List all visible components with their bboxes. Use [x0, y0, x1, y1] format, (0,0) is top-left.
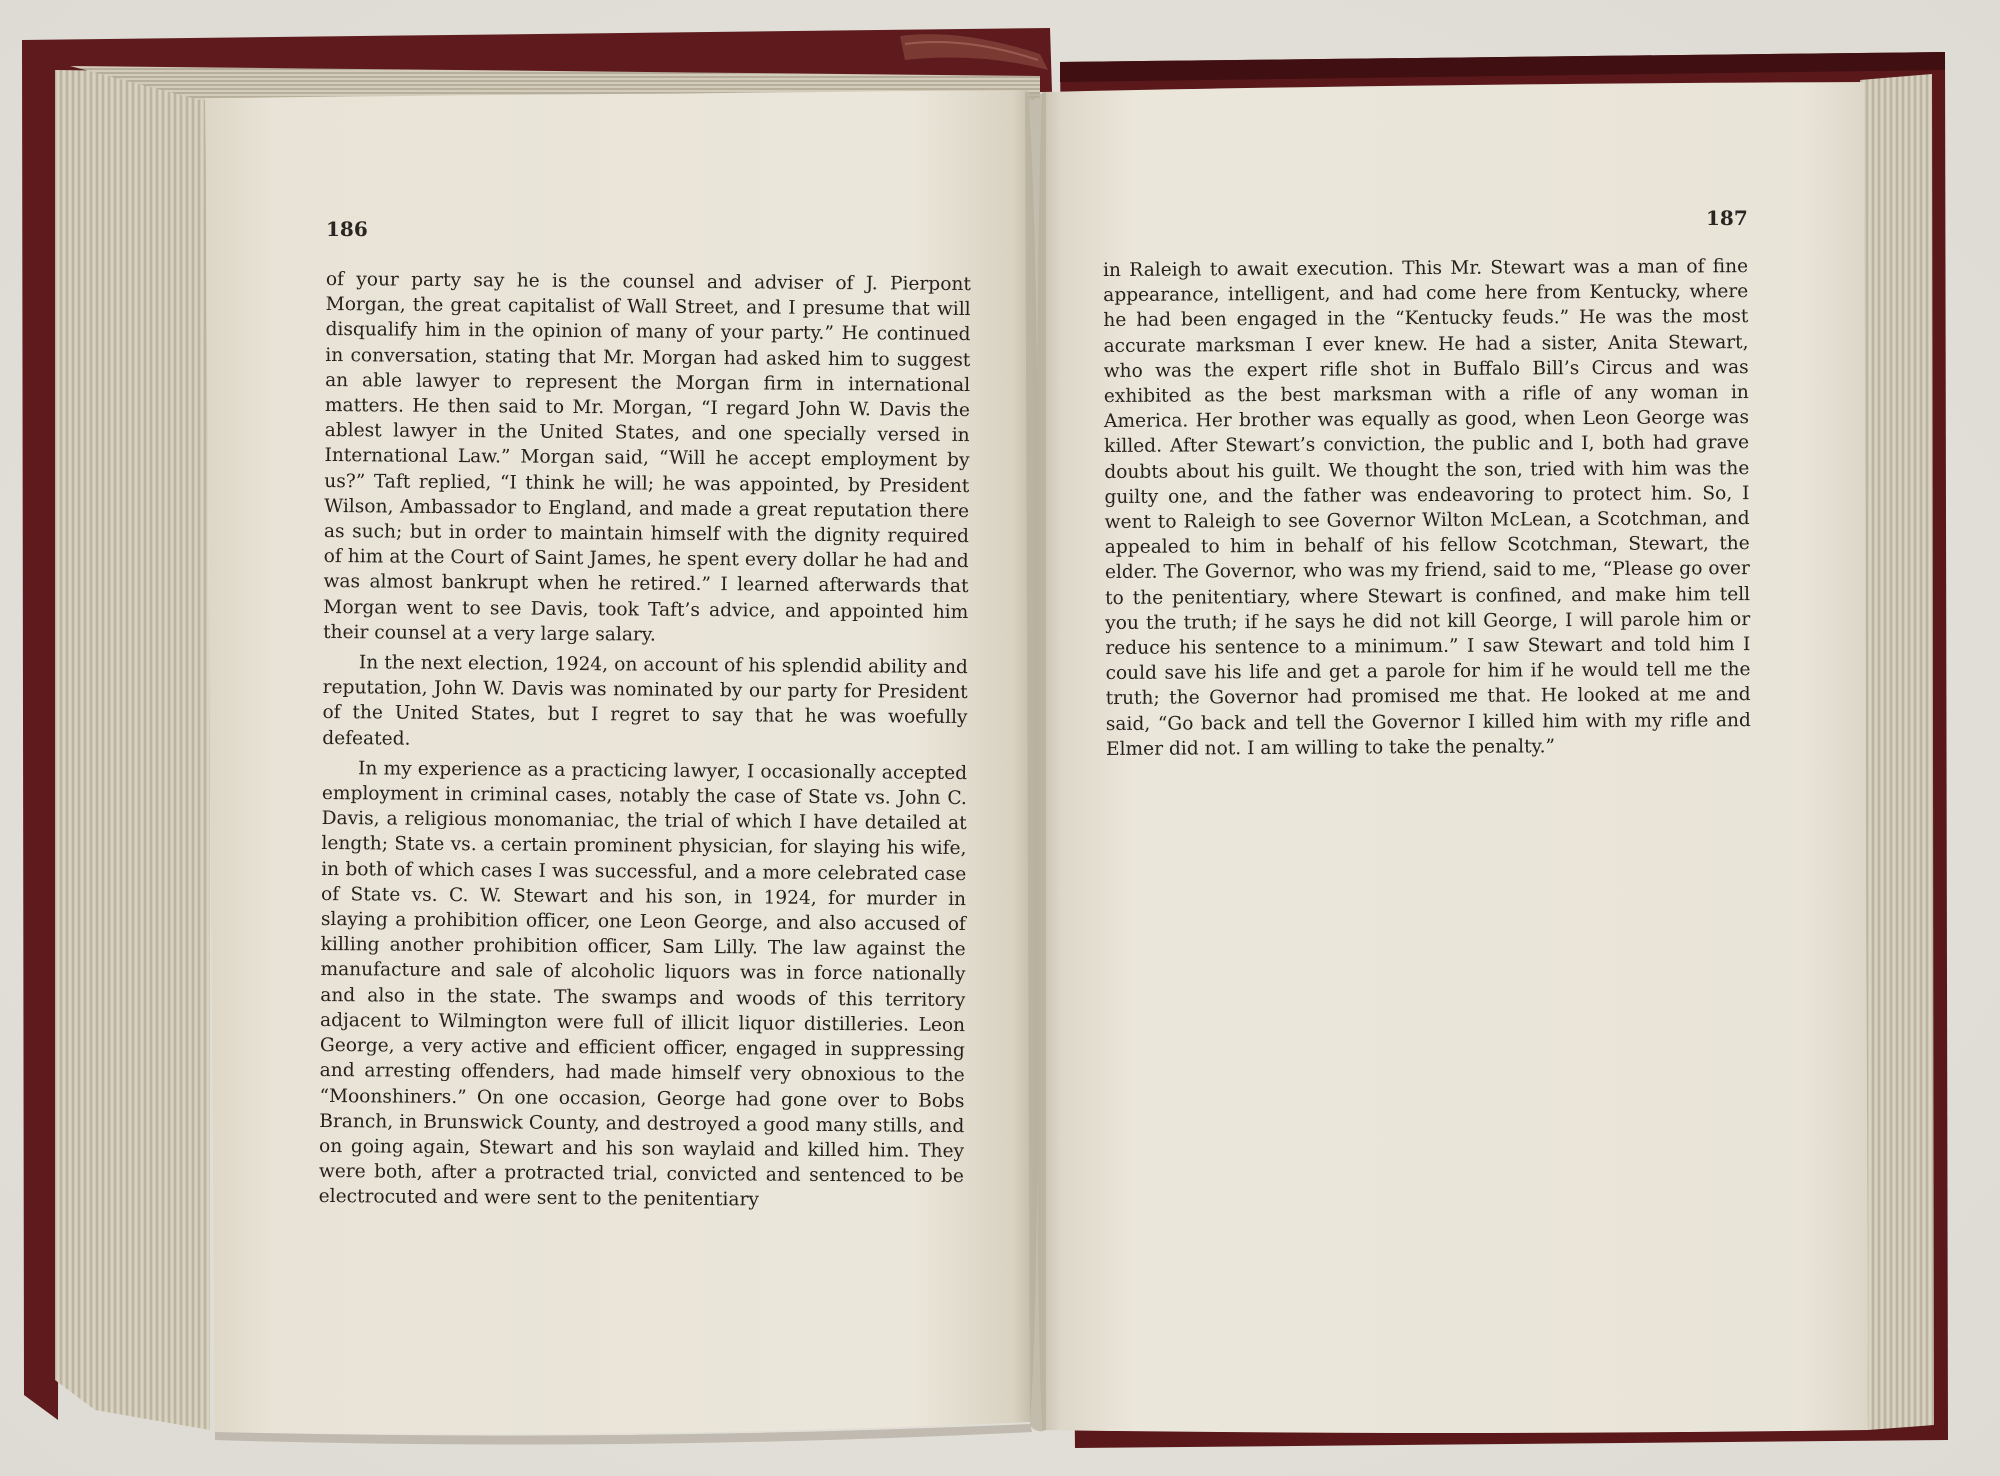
- right-page-number: 187: [1706, 206, 1748, 230]
- left-paragraph: of your party say he is the counsel and adviser of J. Pierpont Morgan, the great capitalist of Wall Street, and I presume that will disqualify him in the opinion of many of your party.” He continued in conversation, stating that Mr. Morgan had asked him to suggest an able lawyer to represent the Morgan firm in international matters. He then said to Mr. Morgan, “I regard John W. Davis the ablest lawyer in the United States, and one specially versed in International Law.” Morgan said, “Will he accept employment by us?” Taft replied, “I think he will; he was appointed, by President Wilson, Ambassador to England, and made a great reputation there as such; but in order to maintain himself with the dignity required of him at the Court of Saint James, he spent every dollar he had and was almost bankrupt when he retired.” I learned afterwards that Morgan went to see Davis, took Taft’s advice, and appointed him their counsel at a very large salary.: [323, 268, 971, 646]
- left-page-number: 186: [326, 217, 368, 241]
- left-paragraph: In the next election, 1924, on account of his splendid ability and reputation, John W. Davis was nominated by our party for President of the United States, but I regret to say that he was woefully defeated.: [322, 652, 968, 750]
- right-page-text: [1103, 254, 1751, 762]
- left-page-text: [319, 267, 971, 1215]
- right-page-edges: [1860, 74, 1934, 1430]
- left-paragraph: In my experience as a practicing lawyer, I occasionally accepted employment in criminal cases, notably the case of State vs. John C. Davis, a religious monomaniac, the trial of which I have detailed at length; State vs. a certain prominent physician, for slaying his wife, in both of which cases I was successful, and a more celebrated case of State vs. C. W. Stewart and his son, in 1924, for murder in slaying a prohibition officer, one Leon George, and also accused of killing another prohibition officer, Sam Lilly. The law against the manufacture and sale of alcoholic liquors was in force nationally and also in the state. The swamps and woods of this territory adjacent to Wilmington were full of illicit liquor distilleries. Leon George, a very active and efficient officer, engaged in suppressing and arresting offenders, had made himself very obnoxious to the “Moonshiners.” On one occasion, George had gone over to Bobs Branch, in Brunswick County, and destroyed a good many stills, and on going again, Stewart and his son waylaid and killed him. They were both, after a protracted trial, convicted and sentenced to be electrocuted and were sent to the penitentiary: [318, 758, 968, 1211]
- right-paragraph: in Raleigh to await execution. This Mr. Stewart was a man of fine appearance, intelligent, and had come here from Kentucky, where he had been engaged in the “Kentucky feuds.” He was the most accurate marksman I ever knew. He had a sister, Anita Stewart, who was the expert rifle shot in Buffalo Bill’s Circus and was exhibited as the best marksman with a rifle of any woman in America. Her brother was equally as good, when Leon George was killed. After Stewart’s conviction, the public and I, both had grave doubts about his guilt. We thought the son, tried with him was the guilty one, and the father was endeavoring to protect him. So, I went to Raleigh to see Governor Wilton McLean, a Scotchman, and appealed to him in behalf of his fellow Scotchman, Stewart, the elder. The Governor, who was my friend, said to me, “Please go over to the penitentiary, where Stewart is confined, and make him tell you the truth; if he says he did not kill George, I will parole him or reduce his sentence to a minimum.” I saw Stewart and told him I could save his life and get a parole for him if he would tell me the truth; the Governor had promised me that. He looked at me and said, “Go back and tell the Governor I killed him with my rifle and Elmer did not. I am willing to take the penalty.”: [1103, 256, 1751, 760]
